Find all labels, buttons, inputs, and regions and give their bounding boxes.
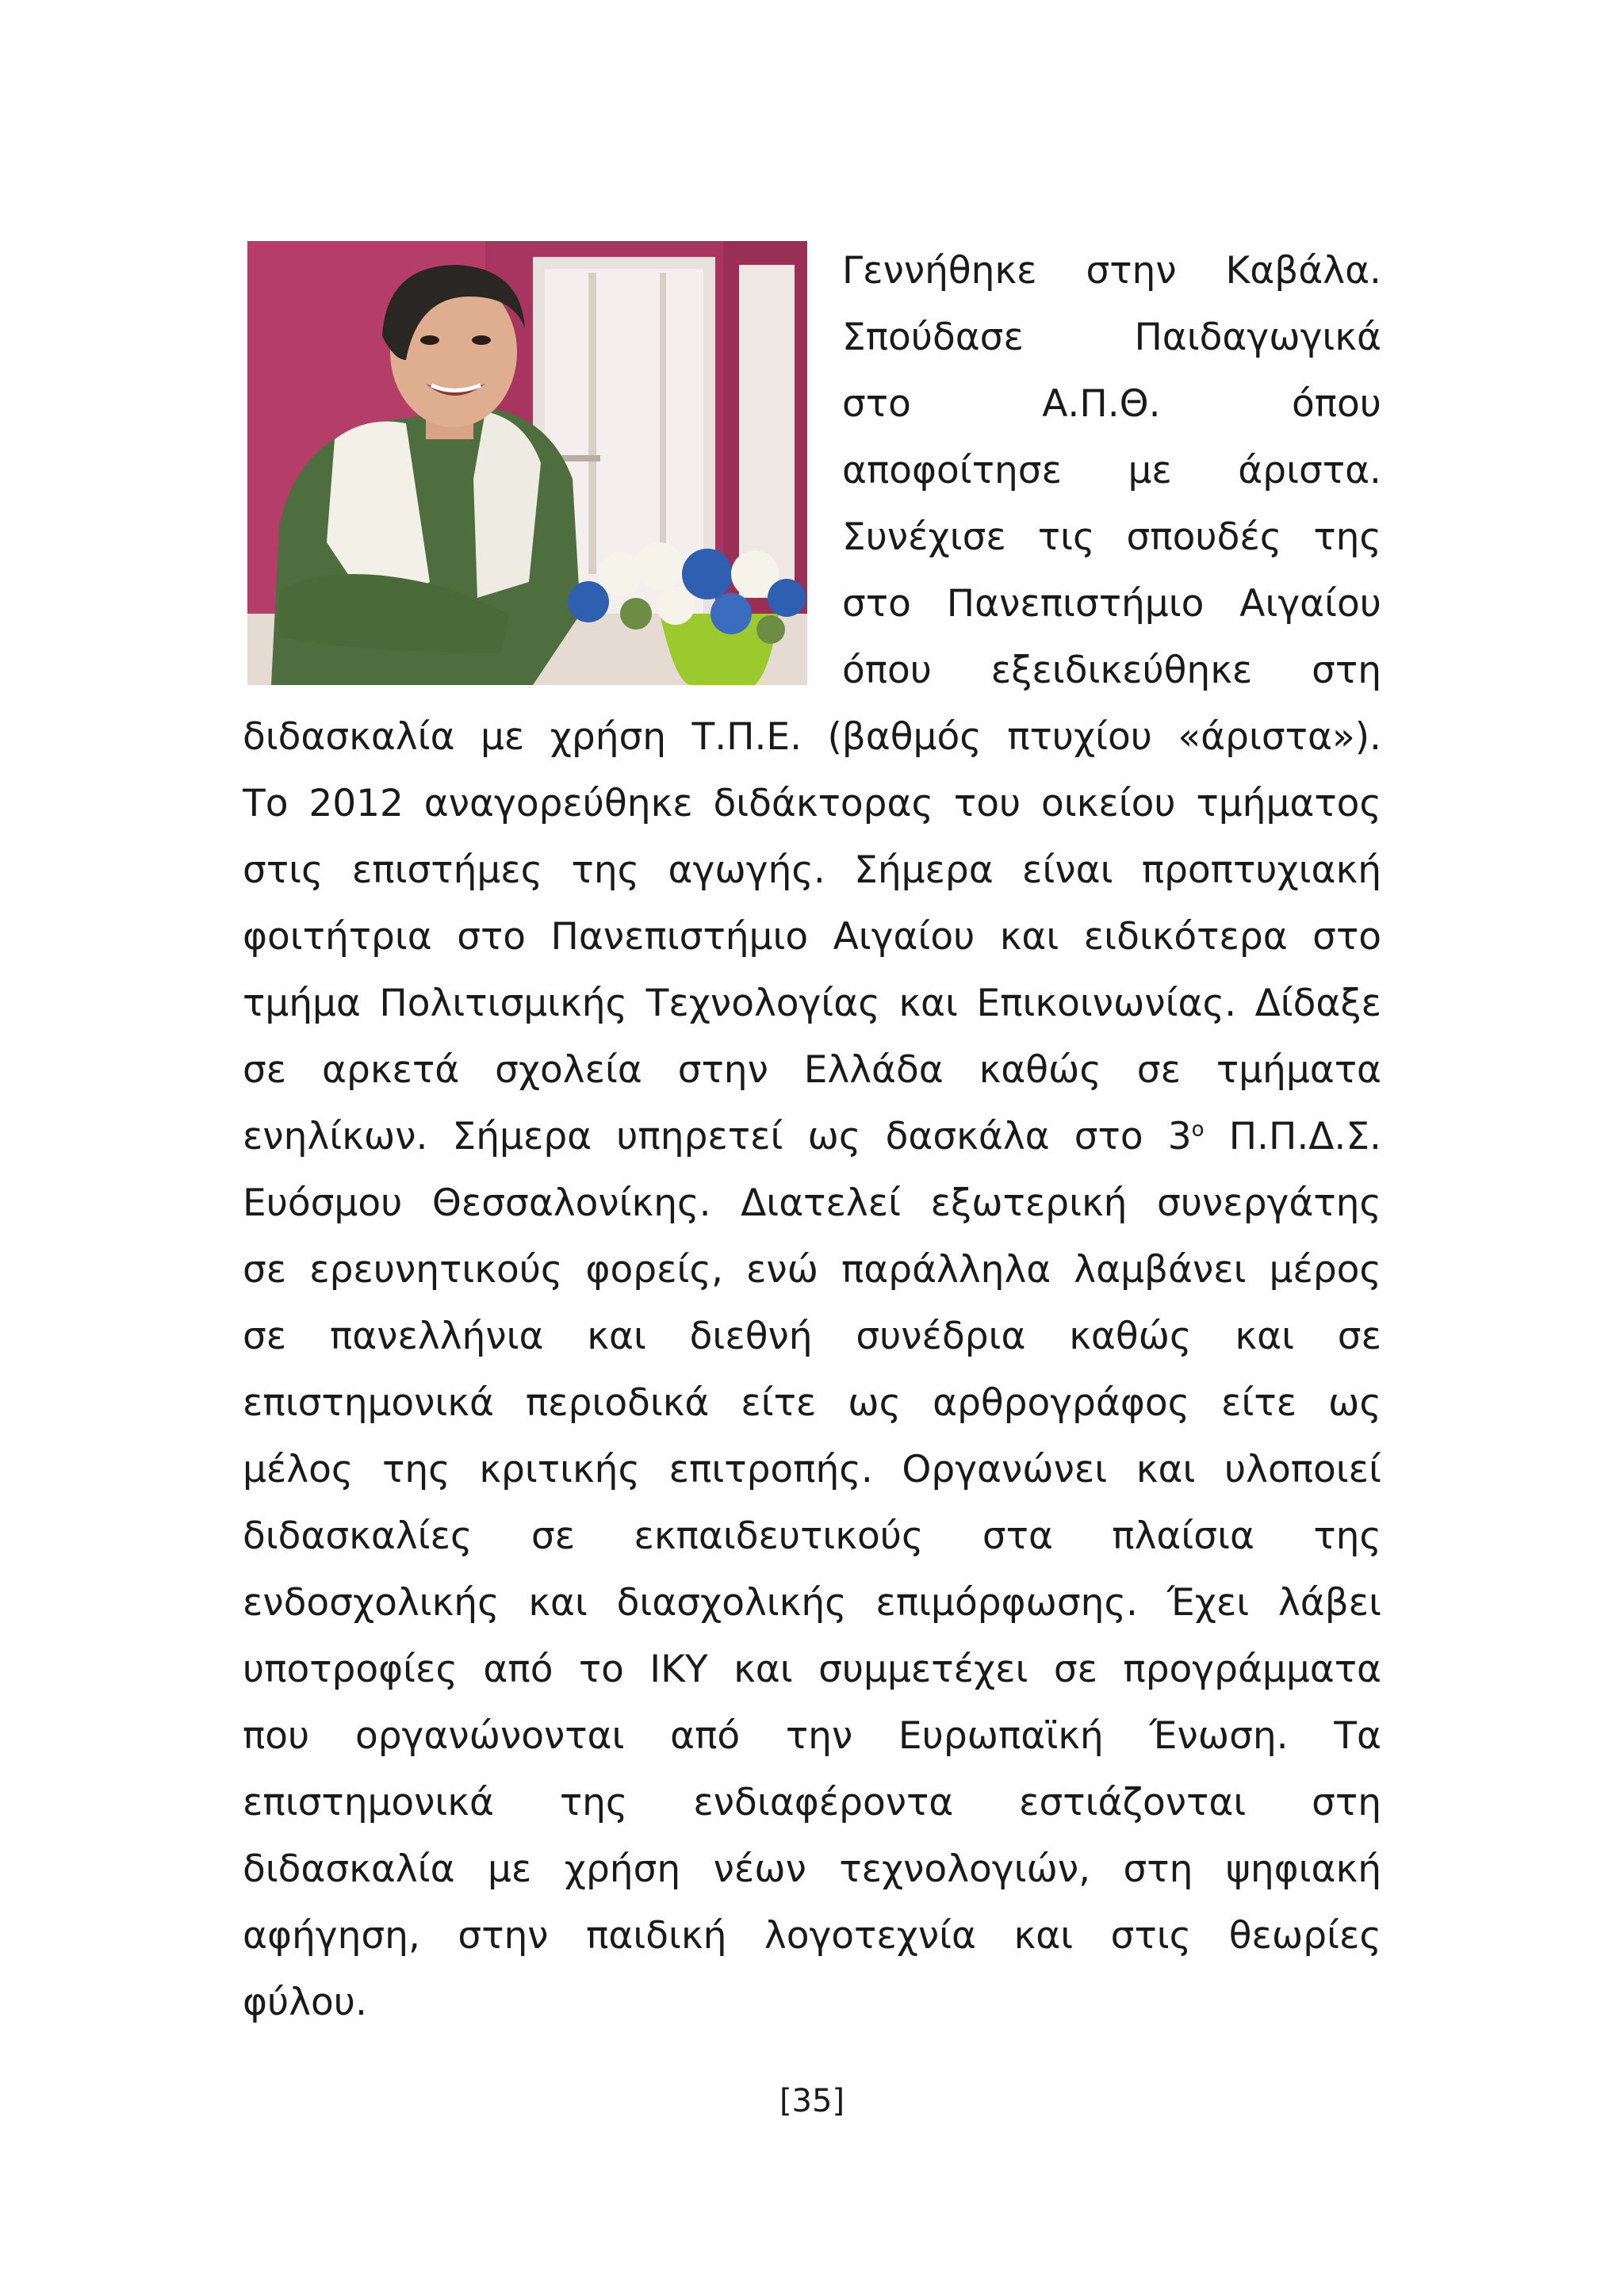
body-line: υποτροφίες από το ΙΚΥ και συμμετέχει σε προγράμματα bbox=[243, 1648, 1381, 1691]
body-line: σε αρκετά σχολεία στην Ελλάδα καθώς σε τμήματα bbox=[243, 1048, 1381, 1092]
biography-paragraph bbox=[243, 704, 1381, 2036]
body-last-line: φύλου. bbox=[243, 1981, 367, 2024]
body-line-superscript bbox=[243, 1104, 1381, 1170]
body-line: φοιτήτρια στο Πανεπιστήμιο Αιγαίου και ειδικότερα στο bbox=[243, 915, 1381, 959]
body-line: Το 2012 αναγορεύθηκε διδάκτορας του οικείου τμήματος bbox=[243, 782, 1381, 825]
body-line-part: ενηλίκων. Σήμερα υπηρετεί ως δασκάλα στο 3 bbox=[243, 1115, 1192, 1158]
body-line: διδασκαλία με χρήση Τ.Π.Ε. (βαθμός πτυχίου «άριστα»). bbox=[243, 715, 1381, 759]
body-line: στις επιστήμες της αγωγής. Σήμερα είναι προπτυχιακή bbox=[243, 848, 1381, 892]
intro-line: Σπούδασε Παιδαγωγικά bbox=[842, 316, 1381, 359]
portrait-photo-icon bbox=[247, 241, 807, 685]
body-line: αφήγηση, στην παιδική λογοτεχνία και στις θεωρίες bbox=[243, 1914, 1381, 1958]
intro-line: στο Α.Π.Θ. όπου bbox=[842, 382, 1381, 426]
author-photo bbox=[247, 241, 807, 685]
intro-text-block bbox=[842, 238, 1381, 704]
body-line: που οργανώνονται από την Ευρωπαϊκή Ένωση. Τα bbox=[243, 1714, 1381, 1758]
body-line: επιστημονικά περιοδικά είτε ως αρθρογράφος είτε ως bbox=[243, 1381, 1381, 1425]
body-line-part: Π.Π.Δ.Σ. bbox=[1204, 1115, 1381, 1158]
body-line: μέλος της κριτικής επιτροπής. Οργανώνει και υλοποιεί bbox=[243, 1448, 1381, 1491]
page-number: [35] bbox=[779, 2083, 845, 2119]
body-line: σε πανελλήνια και διεθνή συνέδρια καθώς και σε bbox=[243, 1315, 1381, 1358]
ordinal-superscript: ο bbox=[1191, 1117, 1205, 1142]
intro-line: αποφοίτησε με άριστα. bbox=[842, 449, 1381, 492]
intro-line: Γεννήθηκε στην Καβάλα. bbox=[842, 249, 1381, 293]
body-line: επιστημονικά της ενδιαφέροντα εστιάζονται στη bbox=[243, 1781, 1381, 1824]
body-line: τμήμα Πολιτισμικής Τεχνολογίας και Επικοινωνίας. Δίδαξε bbox=[243, 982, 1381, 1025]
intro-line: Συνέχισε τις σπουδές της bbox=[842, 515, 1381, 559]
body-line: σε ερευνητικούς φορείς, ενώ παράλληλα λαμβάνει μέρος bbox=[243, 1248, 1381, 1292]
body-line: διδασκαλίες σε εκπαιδευτικούς στα πλαίσια της bbox=[243, 1514, 1381, 1558]
body-line: Ευόσμου Θεσσαλονίκης. Διατελεί εξωτερική συνεργάτης bbox=[243, 1181, 1381, 1225]
intro-line: στο Πανεπιστήμιο Αιγαίου bbox=[842, 582, 1381, 626]
body-line: διδασκαλία με χρήση νέων τεχνολογιών, στη ψηφιακή bbox=[243, 1847, 1381, 1891]
body-line: ενδοσχολικής και διασχολικής επιμόρφωσης. Έχει λάβει bbox=[243, 1581, 1381, 1625]
intro-line: όπου εξειδικεύθηκε στη bbox=[842, 649, 1381, 692]
